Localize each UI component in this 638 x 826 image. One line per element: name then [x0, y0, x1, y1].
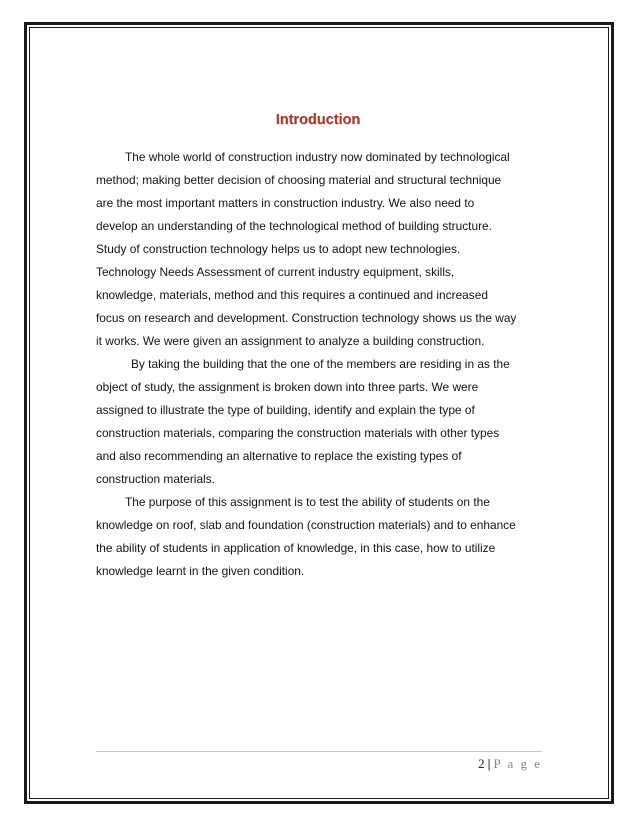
text-line: construction materials.	[96, 472, 215, 486]
text-line: method; making better decision of choosing material and structural technique	[96, 173, 502, 187]
text-line: The purpose of this assignment is to test the ability of students on the	[125, 495, 490, 509]
text-line: assigned to illustrate the type of building, identify and explain the type of	[96, 403, 475, 417]
page-label: P a g e	[493, 756, 542, 771]
page-title: Introduction	[275, 112, 361, 128]
page-footer	[478, 756, 542, 772]
text-line: The whole world of construction industry now dominated by technological	[125, 150, 510, 164]
text-line: it works. We were given an assignment to analyze a building construction.	[96, 334, 485, 348]
text-line: develop an understanding of the technological method of building structure.	[96, 219, 492, 233]
text-line: knowledge on roof, slab and foundation (construction materials) and to enhance	[96, 518, 516, 532]
footer-separator: |	[487, 756, 491, 771]
text-line: knowledge, materials, method and this requires a continued and increased	[96, 288, 488, 302]
text-line: and also recommending an alternative to replace the existing types of	[96, 449, 462, 463]
text-line: focus on research and development. Construction technology shows us the way	[96, 311, 517, 325]
text-line: Study of construction technology helps us to adopt new technologies.	[96, 242, 461, 256]
text-line: are the most important matters in construction industry. We also need to	[96, 196, 475, 210]
body-text	[96, 146, 544, 583]
text-line: knowledge learnt in the given condition.	[96, 564, 305, 578]
text-line: the ability of students in application of knowledge, in this case, how to utilize	[96, 541, 496, 555]
footer-divider	[96, 751, 542, 752]
text-line: Technology Needs Assessment of current industry equipment, skills,	[96, 265, 455, 279]
page-number: 2	[478, 756, 485, 771]
text-line: object of study, the assignment is broken down into three parts. We were	[96, 380, 479, 394]
text-line: construction materials, comparing the construction materials with other types	[96, 426, 500, 440]
text-line: By taking the building that the one of the members are residing in as the	[131, 357, 510, 371]
